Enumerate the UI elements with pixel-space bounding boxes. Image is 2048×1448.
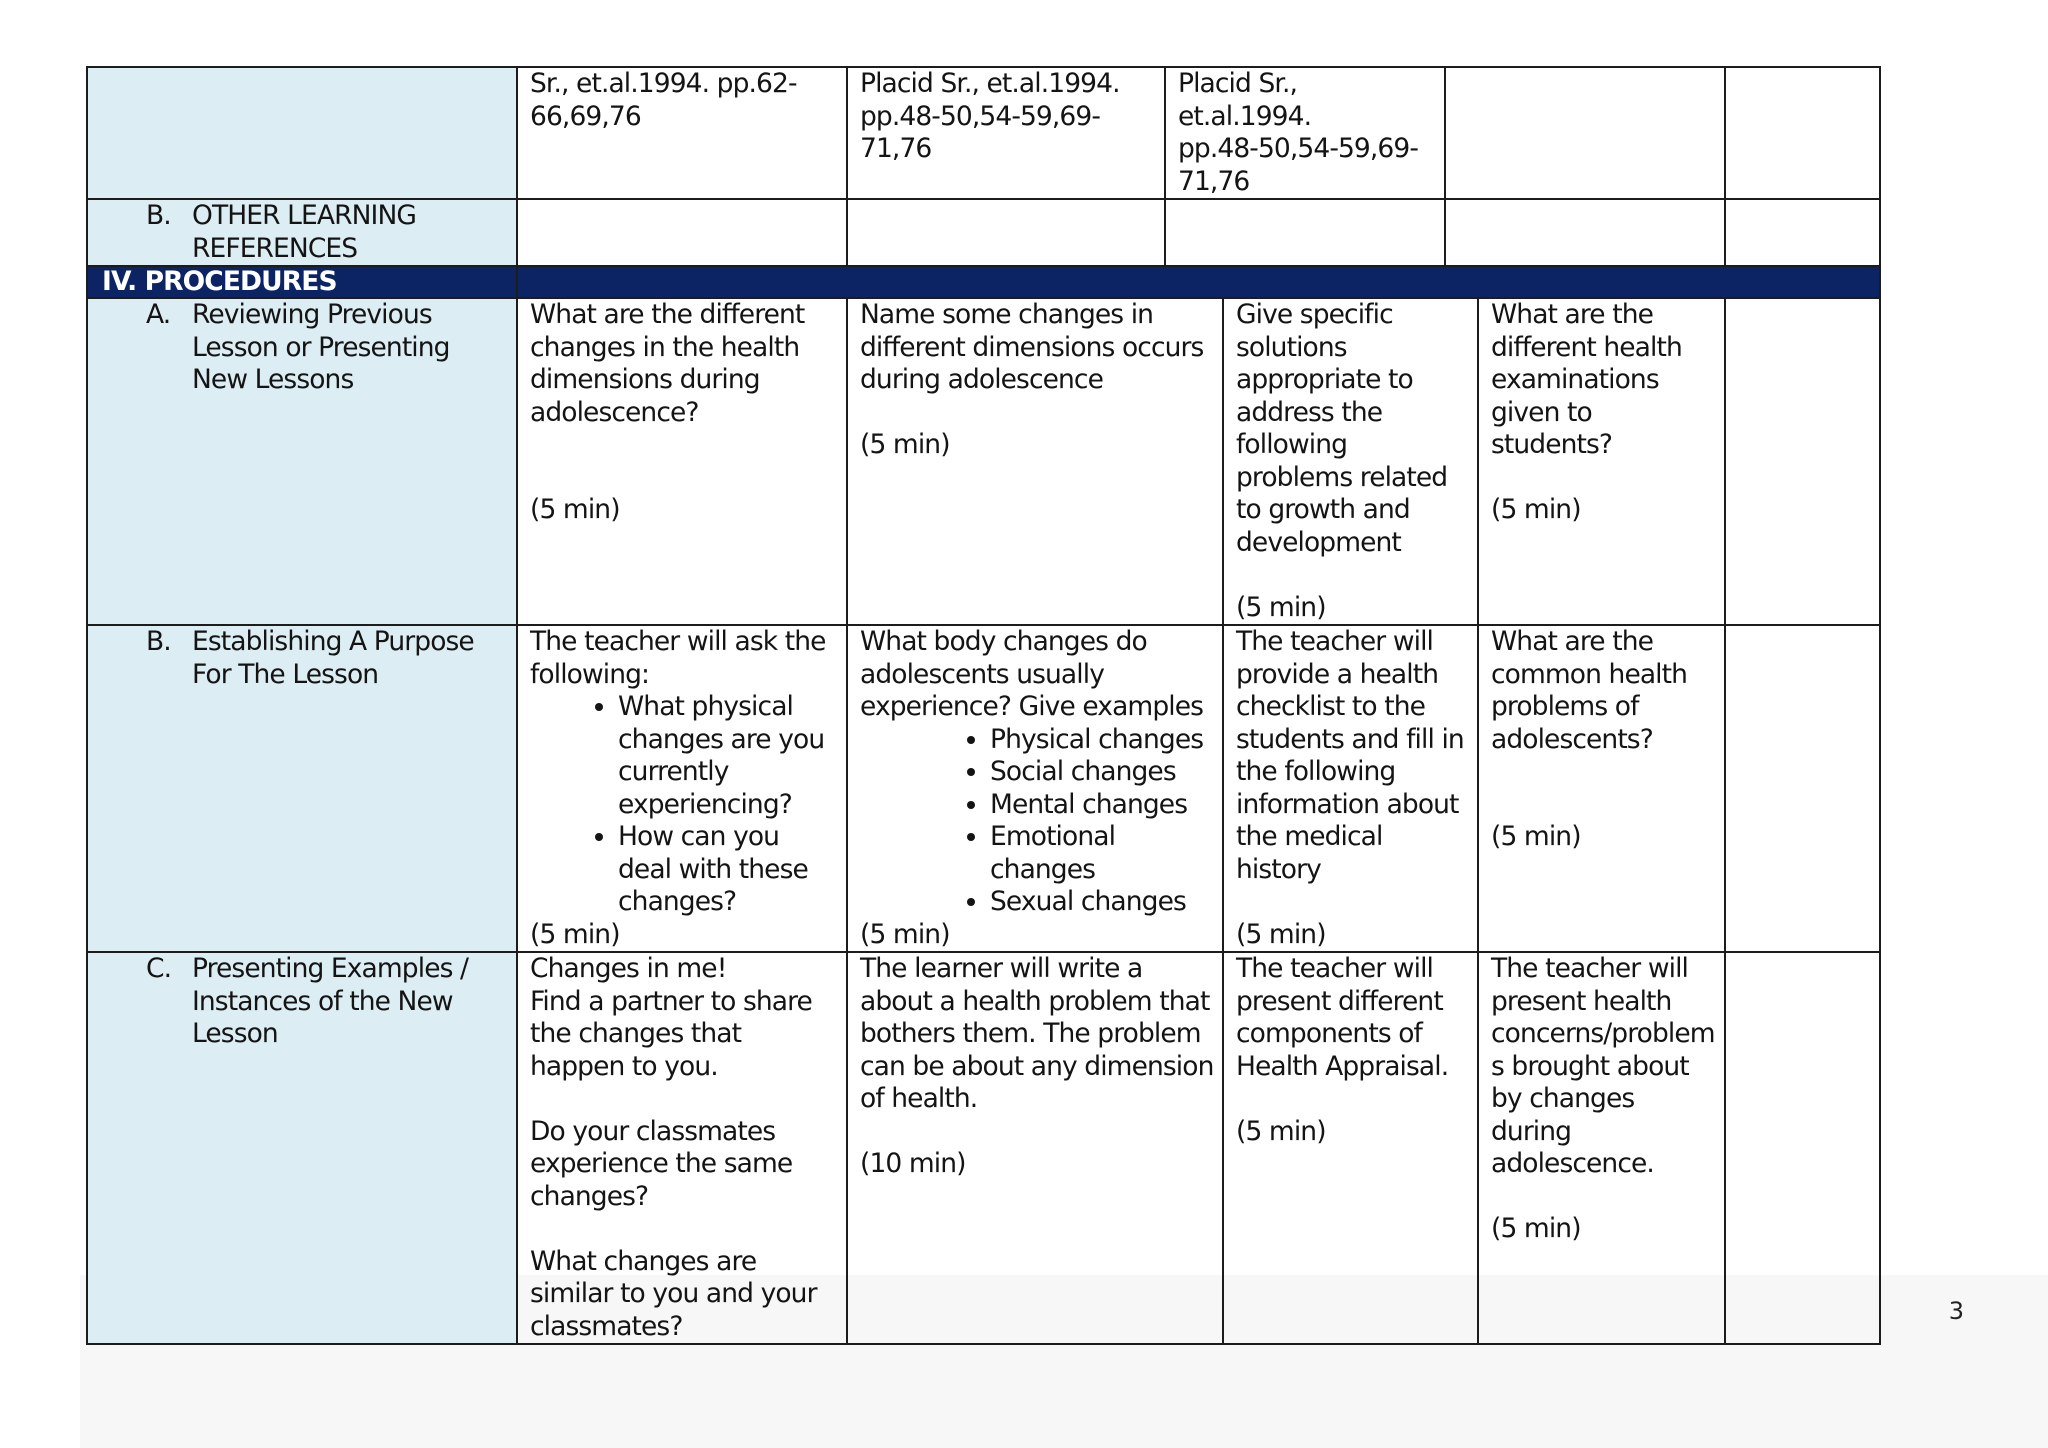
row-b-cell-1-time: (5 min) bbox=[530, 918, 620, 950]
row-c-cell-2: The learner will write a about a health problem that bothers them. The problem can be about any dimension of health. (10 min) bbox=[847, 952, 1223, 1344]
list-item: • Emotional changes bbox=[990, 821, 1214, 886]
other-references-label: B. OTHER LEARNING REFERENCES bbox=[87, 199, 517, 266]
row-a-cell-3: Give specific solutions appropriate to address the following problems related to growth and development (5 min) bbox=[1223, 298, 1478, 625]
list-item: • Sexual changes bbox=[990, 886, 1214, 919]
references-cell-1: Sr., et.al.1994. pp.62- 66,69,76 bbox=[517, 67, 847, 199]
list-item: • Social changes bbox=[990, 756, 1214, 789]
row-presenting-examples bbox=[87, 952, 1880, 1344]
list-item: • How can you deal with these changes? bbox=[618, 821, 838, 919]
row-c-cell-1: Changes in me! Find a partner to share the changes that happen to you. Do your classmates experience the same changes? What changes are similar to you and your classmates? bbox=[517, 952, 847, 1344]
row-b-label: B. Establishing A Purpose For The Lesson bbox=[87, 625, 517, 952]
other-references-cell-2 bbox=[847, 199, 1165, 266]
row-b-cell-1-intro: The teacher will ask the following: bbox=[530, 626, 826, 690]
other-references-row bbox=[87, 199, 1880, 266]
other-references-cell-5 bbox=[1725, 199, 1880, 266]
row-b-cell-2 bbox=[847, 625, 1223, 952]
procedures-heading-row bbox=[87, 266, 1880, 298]
page-number: 3 bbox=[1948, 1297, 1964, 1325]
row-a-cell-5 bbox=[1725, 298, 1880, 625]
row-establishing-purpose bbox=[87, 625, 1880, 952]
references-row bbox=[87, 67, 1880, 199]
row-c-cell-5 bbox=[1725, 952, 1880, 1344]
row-b-cell-2-intro: What body changes do adolescents usually experience? Give examples bbox=[860, 626, 1204, 722]
row-b-cell-1 bbox=[517, 625, 847, 952]
procedures-heading-bar bbox=[517, 266, 1880, 298]
row-a-cell-1: What are the different changes in the health dimensions during adolescence? (5 min) bbox=[517, 298, 847, 625]
row-b-cell-2-bullets bbox=[860, 724, 1214, 919]
lesson-plan-table bbox=[86, 66, 1881, 1345]
row-a-cell-4: What are the different health examinations given to students? (5 min) bbox=[1478, 298, 1725, 625]
row-b-cell-3: The teacher will provide a health checklist to the students and fill in the following information about the medical history (5 min) bbox=[1223, 625, 1478, 952]
row-c-cell-3: The teacher will present different components of Health Appraisal. (5 min) bbox=[1223, 952, 1478, 1344]
row-reviewing-previous-lesson bbox=[87, 298, 1880, 625]
references-cell-2: Placid Sr., et.al.1994. pp.48-50,54-59,69- 71,76 bbox=[847, 67, 1165, 199]
list-item: • Physical changes bbox=[990, 724, 1214, 757]
other-references-cell-4 bbox=[1445, 199, 1725, 266]
row-b-cell-2-time: (5 min) bbox=[860, 918, 950, 950]
other-references-cell-3 bbox=[1165, 199, 1445, 266]
references-label-cell bbox=[87, 67, 517, 199]
list-item: • What physical changes are you currently experiencing? bbox=[618, 691, 838, 821]
row-b-cell-5 bbox=[1725, 625, 1880, 952]
other-references-cell-1 bbox=[517, 199, 847, 266]
list-item: • Mental changes bbox=[990, 789, 1214, 822]
procedures-heading: IV. PROCEDURES bbox=[87, 266, 517, 298]
row-b-cell-1-bullets bbox=[530, 691, 838, 919]
row-c-label: C. Presenting Examples / Instances of the New Lesson bbox=[87, 952, 517, 1344]
row-a-cell-2: Name some changes in different dimensions occurs during adolescence (5 min) bbox=[847, 298, 1223, 625]
references-cell-5 bbox=[1725, 67, 1880, 199]
references-cell-4 bbox=[1445, 67, 1725, 199]
references-cell-3: Placid Sr., et.al.1994. pp.48-50,54-59,69- 71,76 bbox=[1165, 67, 1445, 199]
row-c-cell-4: The teacher will present health concerns/problem s brought about by changes during adolescence. (5 min) bbox=[1478, 952, 1725, 1344]
row-b-cell-4: What are the common health problems of adolescents? (5 min) bbox=[1478, 625, 1725, 952]
row-a-label: A. Reviewing Previous Lesson or Presenting New Lessons bbox=[87, 298, 517, 625]
